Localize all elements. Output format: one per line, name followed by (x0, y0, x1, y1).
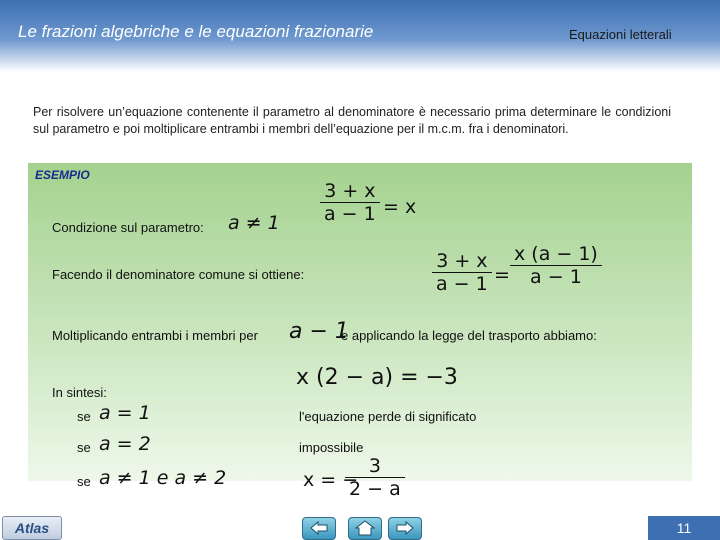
condition-expression: a ≠ 1 (228, 212, 280, 234)
case-3-condition: a ≠ 1 e a ≠ 2 (99, 467, 227, 489)
denominator-left-numerator: 3 + x (436, 250, 488, 272)
case-2-condition: a = 2 (99, 433, 151, 455)
equation-fraction (320, 180, 380, 225)
case-3-se: se (77, 474, 91, 489)
equation-denominator: a − 1 (320, 202, 380, 225)
multiply-expression: a − 1 (289, 319, 349, 344)
equation-numerator: 3 + x (324, 180, 376, 202)
denominator-left-fraction (432, 250, 492, 295)
home-button[interactable] (348, 517, 382, 540)
denominator-right-numerator: x (a − 1) (514, 243, 598, 265)
arrow-right-icon (395, 520, 415, 536)
slide-header (0, 0, 720, 72)
multiply-label-start: Moltiplicando entrambi i membri per (52, 328, 258, 343)
section-title: Equazioni letterali (569, 27, 672, 42)
case-3-solution-denominator: 2 − a (345, 477, 405, 500)
case-1-outcome: l'equazione perde di significato (299, 409, 477, 424)
atlas-logo: Atlas (2, 516, 62, 540)
case-1-condition: a = 1 (99, 402, 151, 424)
arrow-left-icon (309, 520, 329, 536)
denominator-right-denominator: a − 1 (510, 265, 602, 288)
case-2-outcome: impossibile (299, 440, 364, 455)
multiply-label-end: e applicando la legge del trasporto abbiamo: (341, 328, 597, 343)
case-3-solution-numerator: 3 (368, 455, 381, 477)
page-title: Le frazioni algebriche e le equazioni frazionarie (18, 22, 374, 41)
case-3-solution-fraction (345, 455, 405, 500)
home-icon (355, 520, 375, 536)
previous-button[interactable] (302, 517, 336, 540)
denominator-equals: = (494, 264, 510, 286)
denominator-label: Facendo il denominatore comune si ottiene: (52, 267, 305, 282)
case-2-se: se (77, 440, 91, 455)
case-3-solution-lhs: x = − (303, 469, 359, 491)
equation-rhs: = x (383, 196, 417, 218)
summary-label: In sintesi: (52, 385, 107, 400)
next-button[interactable] (388, 517, 422, 540)
result-equation: x (2 − a) = −3 (296, 365, 458, 390)
denominator-right-fraction (510, 243, 602, 288)
denominator-left-denominator: a − 1 (432, 272, 492, 295)
example-label: ESEMPIO (35, 168, 90, 182)
case-1-se: se (77, 409, 91, 424)
intro-paragraph: Per risolvere un’equazione contenente il parametro al denominatore è necessario prima determinare le condizioni sul parametro e poi moltiplicare entrambi i membri dell’equazione per il m.c.m. fra i denominatori. (33, 105, 671, 136)
page-number: 11 (648, 516, 720, 540)
condition-label: Condizione sul parametro: (52, 220, 204, 235)
